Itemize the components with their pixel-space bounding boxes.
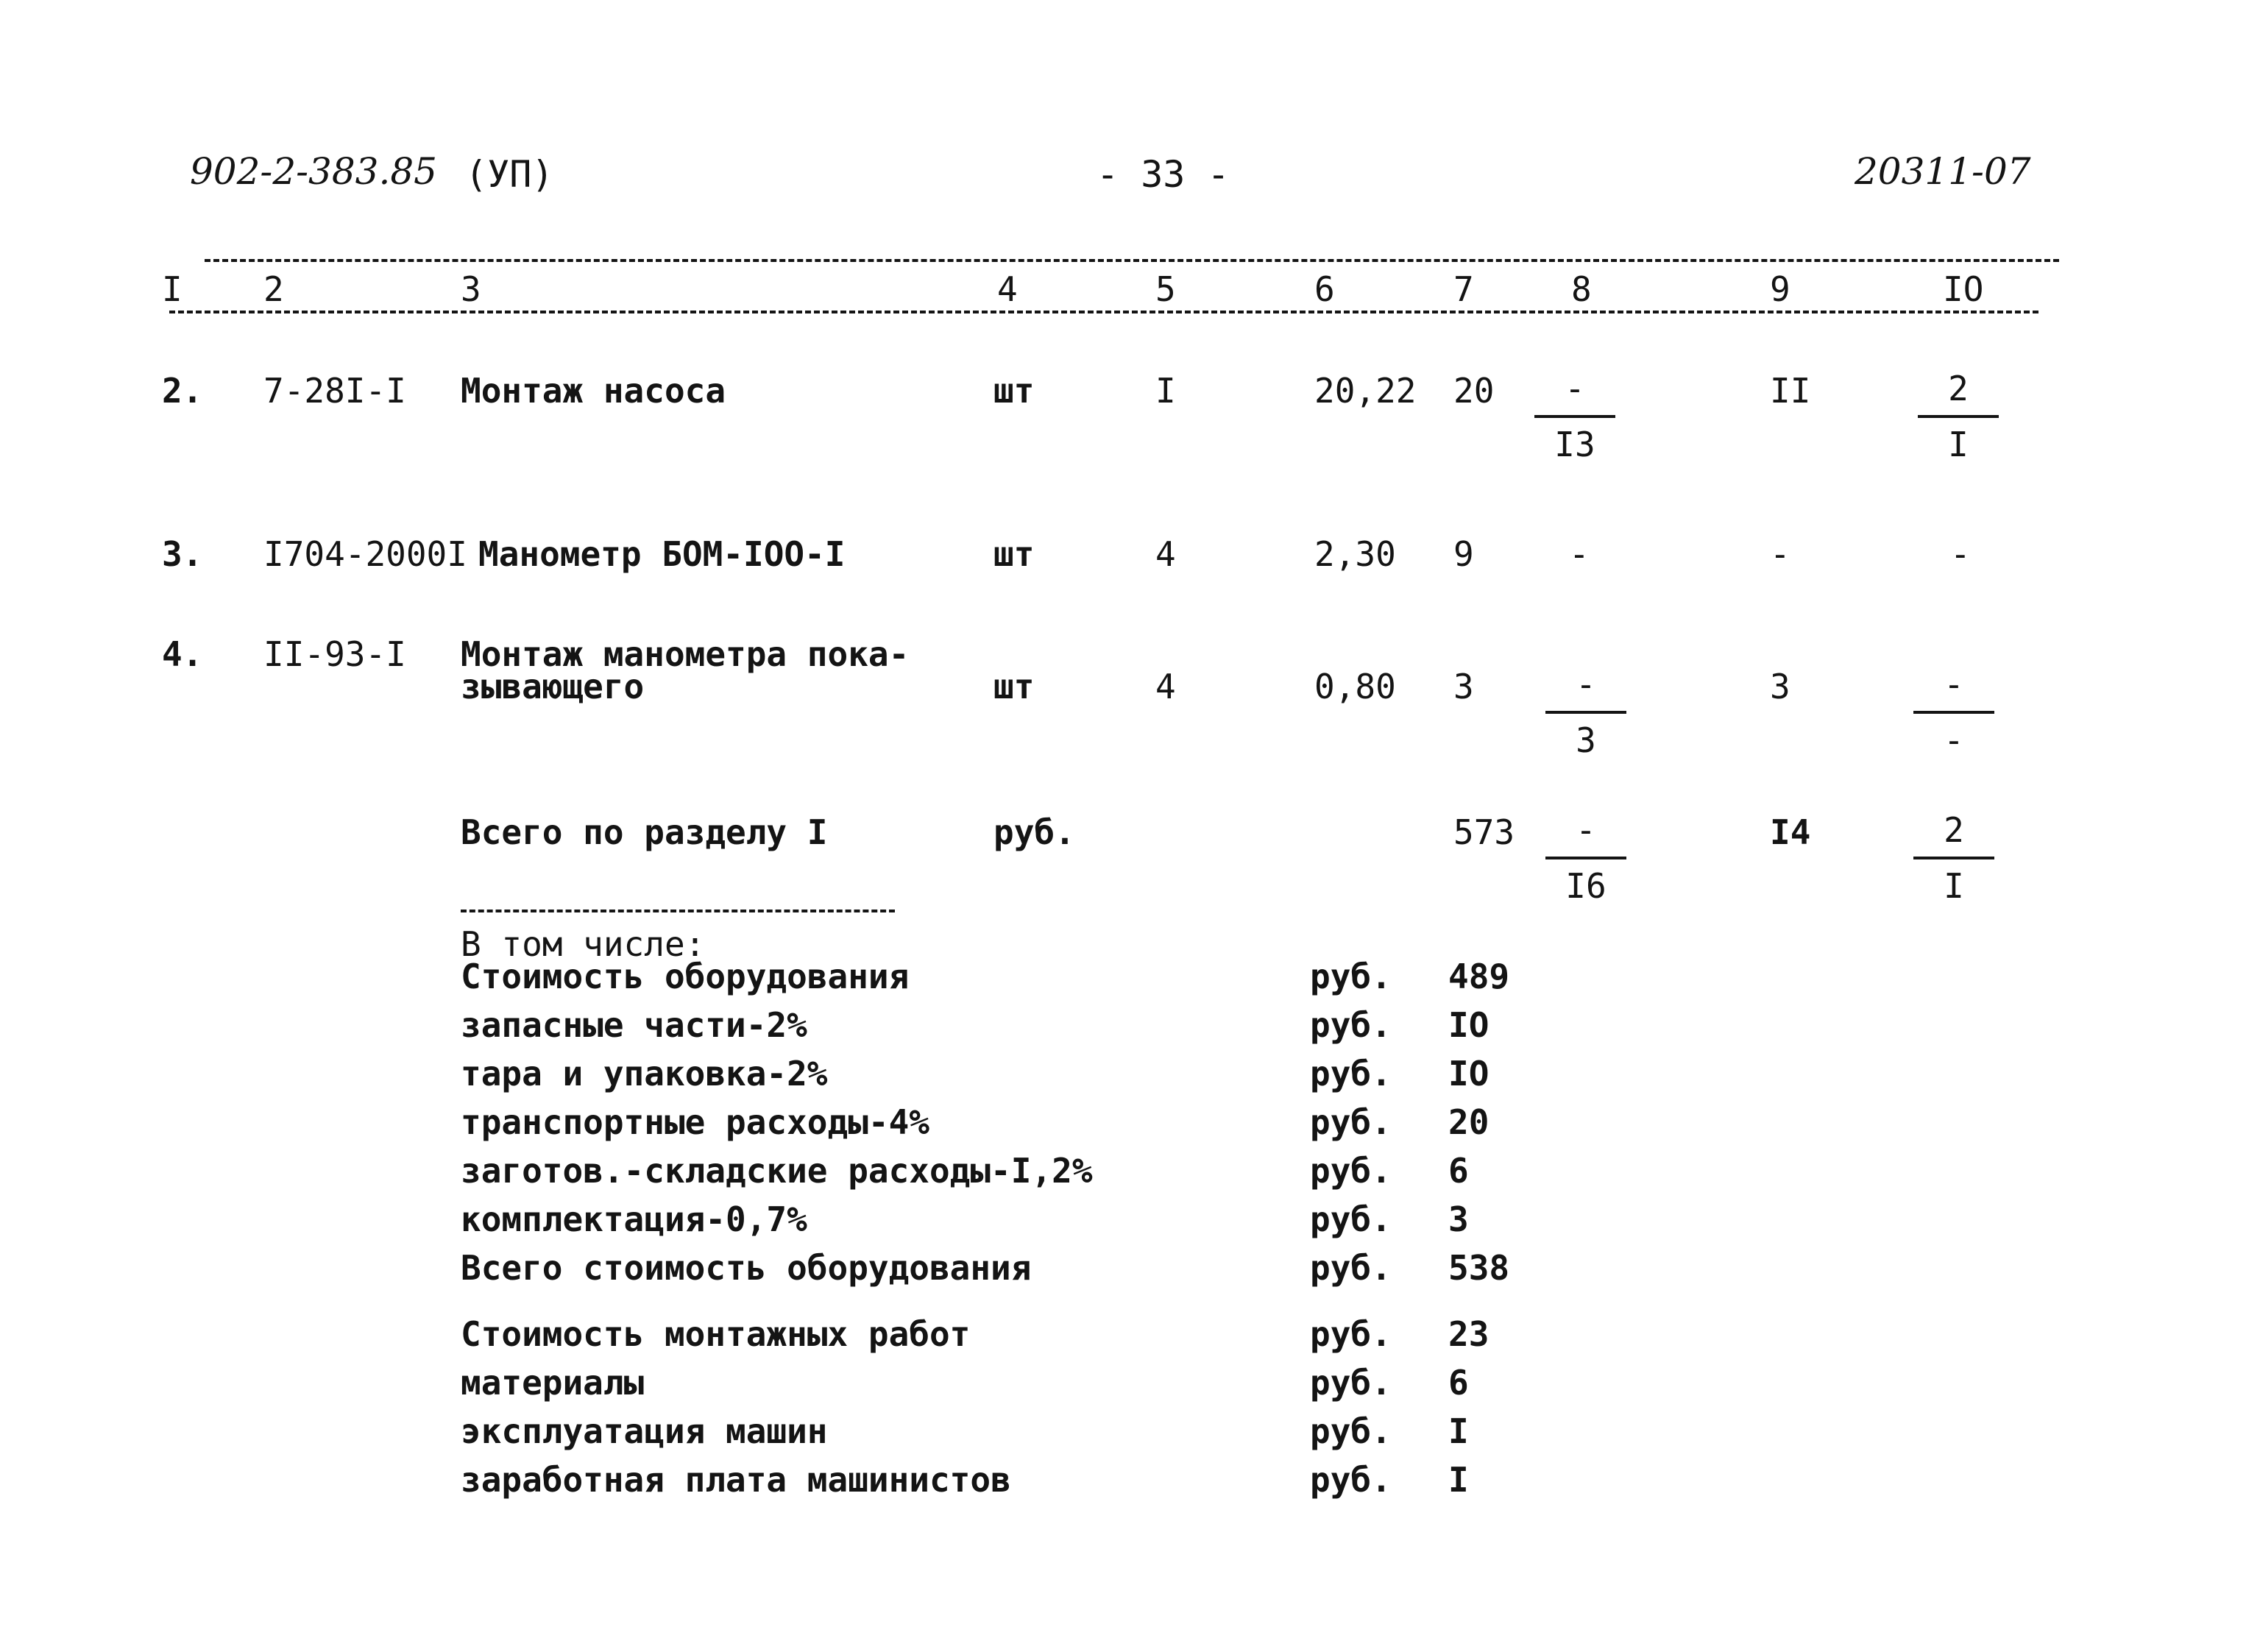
col-header-3: 3 — [461, 269, 481, 309]
fraction-denominator: I3 — [1554, 425, 1595, 464]
mounting-label: Стоимость монтажных работ — [461, 1314, 971, 1354]
mounting-value: I — [1448, 1411, 1469, 1451]
breakdown-unit: руб. — [1310, 1005, 1392, 1045]
breakdown-label: Стоимость оборудования — [461, 957, 910, 996]
mounting-value: I — [1448, 1460, 1469, 1500]
row-col8-fraction — [1534, 366, 1615, 467]
col-header-6: 6 — [1314, 269, 1335, 309]
fraction-denominator: 3 — [1576, 720, 1596, 760]
fraction-bar — [1913, 857, 1994, 859]
col-header-1: I — [162, 269, 183, 309]
breakdown-value: 538 — [1448, 1248, 1510, 1288]
header-bottom-dashes — [169, 311, 2038, 313]
row-col10-fraction — [1913, 662, 1994, 762]
row-name: Манометр БОМ-IOO-I — [478, 534, 846, 574]
row-qty: 4 — [1155, 534, 1176, 574]
col-header-5: 5 — [1155, 269, 1176, 309]
mounting-label: заработная плата машинистов — [461, 1460, 1011, 1500]
fraction-numerator: 2 — [1944, 810, 1964, 850]
breakdown-unit: руб. — [1310, 1199, 1392, 1239]
fraction-bar — [1918, 415, 1999, 418]
breakdown-value: IO — [1448, 1054, 1489, 1093]
col-header-8: 8 — [1571, 269, 1592, 309]
fraction-numerator: - — [1565, 369, 1585, 408]
header-top-dashes — [205, 259, 2059, 262]
breakdown-unit: руб. — [1310, 1248, 1392, 1288]
breakdown-unit: руб. — [1310, 1102, 1392, 1142]
col-header-10: IO — [1943, 269, 1984, 309]
col-header-4: 4 — [997, 269, 1018, 309]
breakdown-label: Всего стоимость оборудования — [461, 1248, 1032, 1288]
row-number: 4. — [162, 634, 203, 674]
doc-suffix: (УП) — [465, 153, 554, 196]
row-name: Монтаж насоса — [461, 371, 726, 411]
fraction-numerator: - — [1576, 810, 1596, 850]
row-col10-fraction — [1918, 366, 1999, 467]
breakdown-unit: руб. — [1310, 1151, 1392, 1191]
mounting-unit: руб. — [1310, 1363, 1392, 1403]
row-col9: 3 — [1770, 667, 1790, 706]
row-price: 0,80 — [1314, 667, 1396, 706]
row-unit: шт — [993, 534, 1035, 574]
fraction-numerator: - — [1944, 664, 1964, 704]
breakdown-value: 6 — [1448, 1151, 1469, 1191]
row-col10: - — [1950, 534, 1971, 574]
breakdown-separator — [461, 910, 895, 912]
breakdown-unit: руб. — [1310, 957, 1392, 996]
breakdown-value: 489 — [1448, 957, 1510, 996]
fraction-numerator: - — [1576, 664, 1596, 704]
fraction-bar — [1913, 711, 1994, 714]
section-total-col10-fraction — [1913, 808, 1994, 908]
breakdown-label: транспортные расходы-4% — [461, 1102, 929, 1142]
row-qty: I — [1155, 371, 1176, 411]
col-header-2: 2 — [263, 269, 284, 309]
row-col9: II — [1770, 371, 1811, 411]
breakdown-label: запасные части-2% — [461, 1005, 807, 1045]
section-total-col9: I4 — [1770, 812, 1811, 852]
breakdown-label: комплектация-0,7% — [461, 1199, 807, 1239]
row-code: 7-28I-I — [263, 371, 406, 411]
fraction-denominator: I — [1944, 866, 1964, 906]
mounting-label: материалы — [461, 1363, 645, 1403]
row-col9: - — [1770, 534, 1790, 574]
mounting-label: эксплуатация машин — [461, 1411, 828, 1451]
mounting-unit: руб. — [1310, 1411, 1392, 1451]
row-qty: 4 — [1155, 667, 1176, 706]
row-number: 2. — [162, 371, 203, 411]
mounting-unit: руб. — [1310, 1460, 1392, 1500]
breakdown-label: заготов.-складские расходы-I,2% — [461, 1151, 1093, 1191]
row-total: 20 — [1453, 371, 1495, 411]
breakdown-value: IO — [1448, 1005, 1489, 1045]
fraction-bar — [1545, 857, 1626, 859]
section-total-col8-fraction — [1545, 808, 1626, 908]
row-price: 2,30 — [1314, 534, 1396, 574]
row-unit: шт — [993, 371, 1035, 411]
breakdown-label: тара и упаковка-2% — [461, 1054, 828, 1093]
row-number: 3. — [162, 534, 203, 574]
mounting-value: 6 — [1448, 1363, 1469, 1403]
fraction-denominator: - — [1944, 720, 1964, 760]
breakdown-value: 3 — [1448, 1199, 1469, 1239]
mounting-value: 23 — [1448, 1314, 1489, 1354]
breakdown-value: 20 — [1448, 1102, 1489, 1142]
fraction-denominator: I — [1948, 425, 1969, 464]
row-col8-fraction — [1545, 662, 1626, 762]
breakdown-heading: В том числе: — [461, 924, 706, 964]
row-unit: шт — [993, 667, 1035, 706]
section-total-value: 573 — [1453, 812, 1515, 852]
mounting-unit: руб. — [1310, 1314, 1392, 1354]
doc-code: 902-2-383.85 — [190, 150, 437, 193]
fraction-numerator: 2 — [1948, 369, 1969, 408]
row-total: 9 — [1453, 534, 1474, 574]
section-total-unit: руб. — [993, 812, 1075, 852]
row-col8: - — [1569, 534, 1590, 574]
row-price: 20,22 — [1314, 371, 1417, 411]
row-code: I704-2000I — [263, 534, 467, 574]
col-header-7: 7 — [1453, 269, 1474, 309]
row-total: 3 — [1453, 667, 1474, 706]
row-name-line2: зывающего — [461, 667, 645, 706]
fraction-denominator: I6 — [1565, 866, 1607, 906]
section-total-label: Всего по разделу I — [461, 812, 828, 852]
page-number: - 33 - — [1097, 153, 1230, 196]
col-header-9: 9 — [1770, 269, 1790, 309]
archive-code: 20311-07 — [1855, 150, 2031, 193]
row-code: II-93-I — [263, 634, 406, 674]
fraction-bar — [1534, 415, 1615, 418]
breakdown-unit: руб. — [1310, 1054, 1392, 1093]
row-name-line1: Монтаж манометра пока- — [461, 634, 910, 674]
fraction-bar — [1545, 711, 1626, 714]
